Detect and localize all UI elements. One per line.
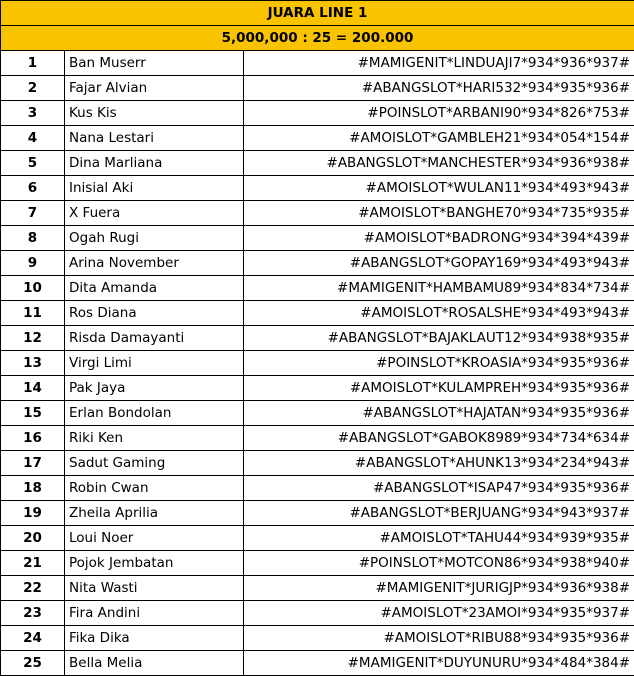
- row-name: Fajar Alvian: [65, 76, 244, 101]
- table-row: [1, 626, 634, 651]
- table-row: [1, 251, 634, 276]
- row-name: Kus Kis: [65, 101, 244, 126]
- row-code: #ABANGSLOT*GOPAY169*934*493*943#: [244, 251, 634, 276]
- row-code: #AMOISLOT*BANGHE70*934*735*935#: [244, 201, 634, 226]
- row-code: #AMOISLOT*RIBU88*934*935*936#: [244, 626, 634, 651]
- row-name: X Fuera: [65, 201, 244, 226]
- row-number: 1: [1, 51, 65, 76]
- row-number: 22: [1, 576, 65, 601]
- row-number: 13: [1, 351, 65, 376]
- row-code: #ABANGSLOT*AHUNK13*934*234*943#: [244, 451, 634, 476]
- table-row: [1, 101, 634, 126]
- row-name: Nita Wasti: [65, 576, 244, 601]
- row-number: 25: [1, 651, 65, 676]
- table-row: [1, 276, 634, 301]
- row-code: #MAMIGENIT*DUYUNURU*934*484*384#: [244, 651, 634, 676]
- table-row: [1, 376, 634, 401]
- row-number: 7: [1, 201, 65, 226]
- row-name: Ban Muserr: [65, 51, 244, 76]
- row-code: #AMOISLOT*ROSALSHE*934*493*943#: [244, 301, 634, 326]
- row-code: #MAMIGENIT*HAMBAMU89*934*834*734#: [244, 276, 634, 301]
- title-row: [1, 1, 634, 26]
- row-code: #ABANGSLOT*MANCHESTER*934*936*938#: [244, 151, 634, 176]
- table-row: [1, 51, 634, 76]
- row-name: Loui Noer: [65, 526, 244, 551]
- row-number: 4: [1, 126, 65, 151]
- row-name: Pak Jaya: [65, 376, 244, 401]
- subtitle-row: [1, 26, 634, 51]
- row-code: #ABANGSLOT*GABOK8989*934*734*634#: [244, 426, 634, 451]
- row-code: #POINSLOT*ARBANI90*934*826*753#: [244, 101, 634, 126]
- table-row: [1, 201, 634, 226]
- row-code: #AMOISLOT*TAHU44*934*939*935#: [244, 526, 634, 551]
- row-number: 3: [1, 101, 65, 126]
- table-title: JUARA LINE 1: [1, 1, 634, 26]
- row-name: Dita Amanda: [65, 276, 244, 301]
- row-number: 19: [1, 501, 65, 526]
- row-number: 2: [1, 76, 65, 101]
- row-name: Bella Melia: [65, 651, 244, 676]
- row-number: 5: [1, 151, 65, 176]
- table-row: [1, 651, 634, 676]
- row-name: Ogah Rugi: [65, 226, 244, 251]
- row-code: #ABANGSLOT*HAJATAN*934*935*936#: [244, 401, 634, 426]
- row-number: 14: [1, 376, 65, 401]
- table-subtitle: 5,000,000 : 25 = 200.000: [1, 26, 634, 51]
- row-code: #AMOISLOT*WULAN11*934*493*943#: [244, 176, 634, 201]
- table-row: [1, 301, 634, 326]
- row-name: Virgi Limi: [65, 351, 244, 376]
- row-number: 16: [1, 426, 65, 451]
- row-code: #MAMIGENIT*JURIGJP*934*936*938#: [244, 576, 634, 601]
- row-number: 6: [1, 176, 65, 201]
- row-name: Sadut Gaming: [65, 451, 244, 476]
- row-number: 18: [1, 476, 65, 501]
- row-name: Inisial Aki: [65, 176, 244, 201]
- table-row: [1, 501, 634, 526]
- row-number: 24: [1, 626, 65, 651]
- row-number: 11: [1, 301, 65, 326]
- table-row: [1, 601, 634, 626]
- table-row: [1, 351, 634, 376]
- row-name: Robin Cwan: [65, 476, 244, 501]
- row-code: #ABANGSLOT*HARI532*934*935*936#: [244, 76, 634, 101]
- row-code: #MAMIGENIT*LINDUAJI7*934*936*937#: [244, 51, 634, 76]
- row-code: #AMOISLOT*GAMBLEH21*934*054*154#: [244, 126, 634, 151]
- row-name: Fira Andini: [65, 601, 244, 626]
- row-name: Dina Marliana: [65, 151, 244, 176]
- row-number: 15: [1, 401, 65, 426]
- row-name: Risda Damayanti: [65, 326, 244, 351]
- row-name: Fika Dika: [65, 626, 244, 651]
- row-number: 12: [1, 326, 65, 351]
- row-name: Erlan Bondolan: [65, 401, 244, 426]
- row-name: Arina November: [65, 251, 244, 276]
- row-code: #AMOISLOT*23AMOI*934*935*937#: [244, 601, 634, 626]
- row-number: 20: [1, 526, 65, 551]
- row-code: #ABANGSLOT*BERJUANG*934*943*937#: [244, 501, 634, 526]
- table-row: [1, 401, 634, 426]
- row-number: 8: [1, 226, 65, 251]
- row-number: 9: [1, 251, 65, 276]
- table-row: [1, 151, 634, 176]
- row-name: Ros Diana: [65, 301, 244, 326]
- row-name: Riki Ken: [65, 426, 244, 451]
- row-name: Pojok Jembatan: [65, 551, 244, 576]
- row-code: #AMOISLOT*BADRONG*934*394*439#: [244, 226, 634, 251]
- table-row: [1, 426, 634, 451]
- row-number: 10: [1, 276, 65, 301]
- table-row: [1, 476, 634, 501]
- row-code: #POINSLOT*KROASIA*934*935*936#: [244, 351, 634, 376]
- table-row: [1, 551, 634, 576]
- table-row: [1, 576, 634, 601]
- table-row: [1, 326, 634, 351]
- row-number: 23: [1, 601, 65, 626]
- row-code: #POINSLOT*MOTCON86*934*938*940#: [244, 551, 634, 576]
- table-row: [1, 451, 634, 476]
- table-row: [1, 76, 634, 101]
- table-row: [1, 126, 634, 151]
- row-number: 21: [1, 551, 65, 576]
- table-row: [1, 526, 634, 551]
- row-name: Zheila Aprilia: [65, 501, 244, 526]
- table-row: [1, 176, 634, 201]
- row-name: Nana Lestari: [65, 126, 244, 151]
- row-code: #AMOISLOT*KULAMPREH*934*935*936#: [244, 376, 634, 401]
- row-code: #ABANGSLOT*ISAP47*934*935*936#: [244, 476, 634, 501]
- table-row: [1, 226, 634, 251]
- row-code: #ABANGSLOT*BAJAKLAUT12*934*938*935#: [244, 326, 634, 351]
- row-number: 17: [1, 451, 65, 476]
